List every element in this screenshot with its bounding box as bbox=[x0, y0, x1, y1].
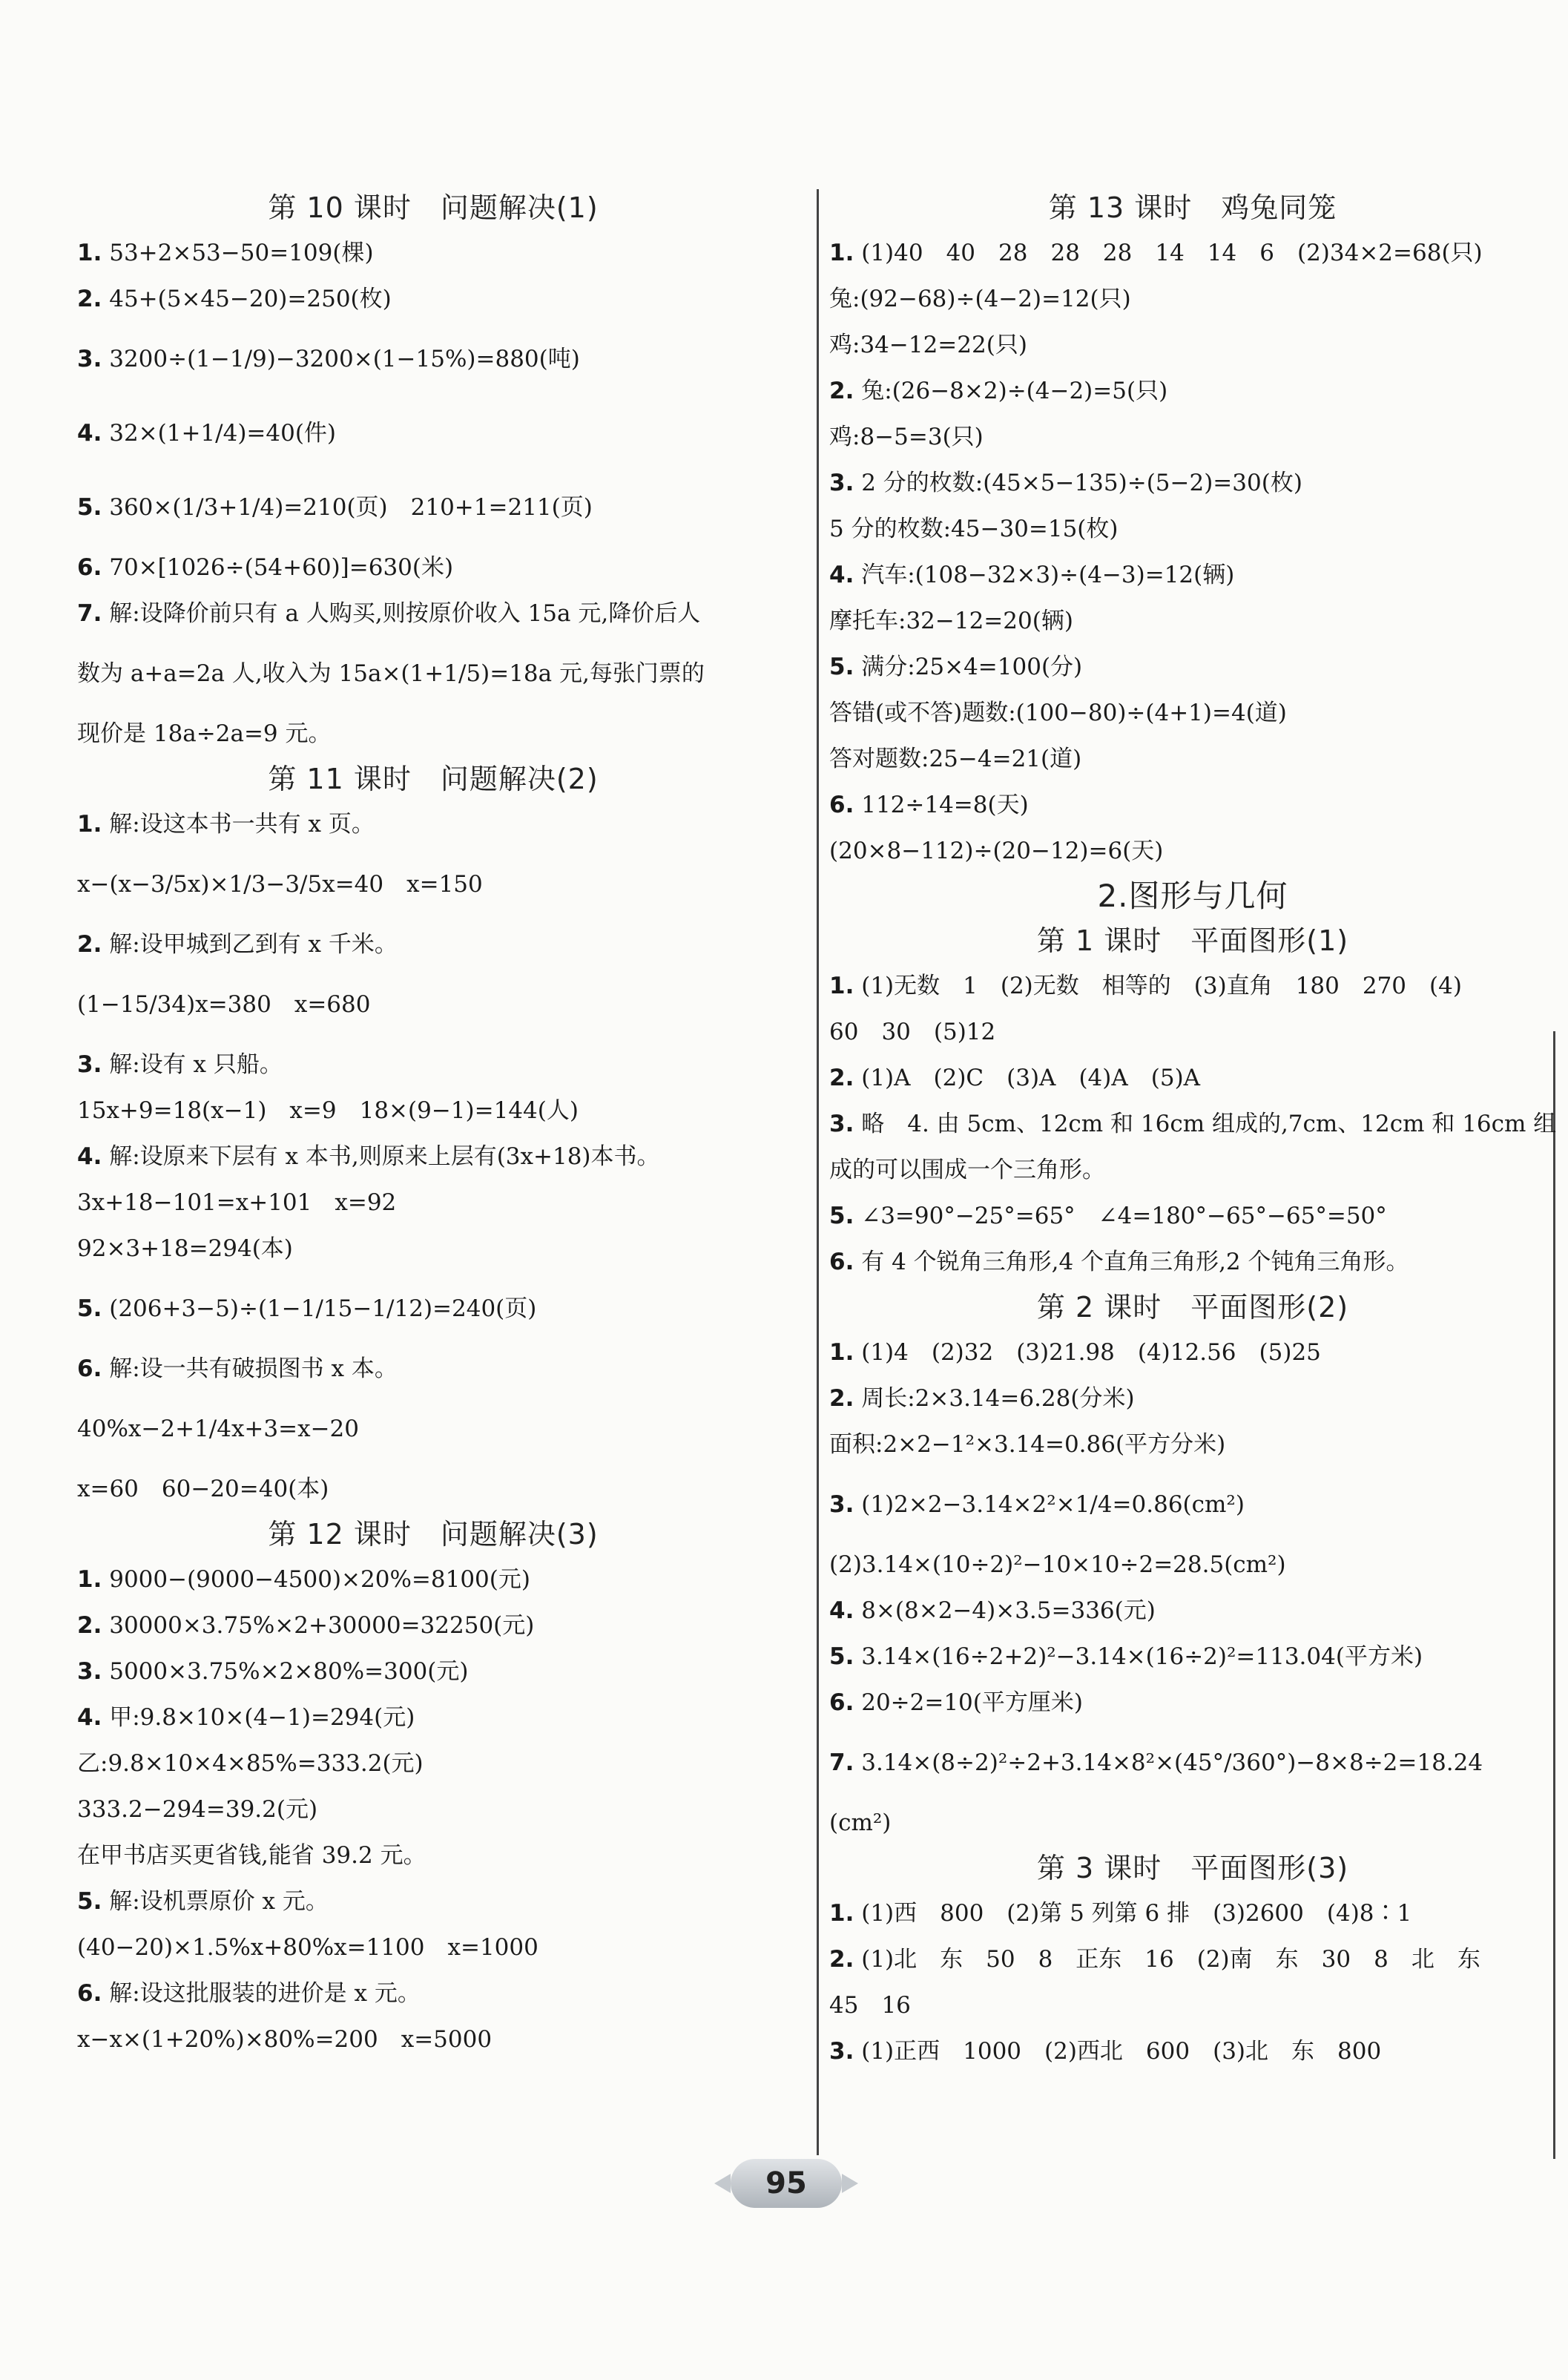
answer-text: 360×(1/3+1/4)=210(页) 210+1=211(页) bbox=[109, 494, 593, 521]
answer-text: x−x×(1+20%)×80%=200 x=5000 bbox=[77, 2026, 493, 2053]
answer-line bbox=[829, 828, 1556, 874]
answer-line bbox=[77, 591, 789, 637]
question-number: 3. bbox=[77, 1051, 102, 1078]
answer-text: 20÷2=10(平方厘米) bbox=[861, 1689, 1083, 1716]
answer-line bbox=[829, 690, 1556, 736]
question-number: 6. bbox=[829, 1689, 854, 1716]
answer-text: 成的可以围成一个三角形。 bbox=[829, 1157, 1105, 1183]
section-heading: 第 11 课时 问题解决(2) bbox=[268, 763, 599, 795]
question-number: 2. bbox=[77, 286, 102, 312]
answer-text: 解:设机票原价 x 元。 bbox=[109, 1888, 329, 1915]
answer-text: (1)北 东 50 8 正东 16 (2)南 东 30 8 北 东 bbox=[861, 1946, 1480, 1973]
question-number: 1. bbox=[77, 240, 102, 266]
answer-text: 解:设有 x 只船。 bbox=[109, 1051, 283, 1078]
question-number: 3. bbox=[77, 1658, 102, 1685]
question-number: 5. bbox=[77, 1888, 102, 1915]
answer-text: 32×(1+1/4)=40(件) bbox=[109, 420, 337, 447]
answer-line bbox=[77, 847, 789, 921]
answer-line bbox=[77, 1556, 789, 1602]
question-number: 7. bbox=[77, 600, 102, 627]
question-number: 6. bbox=[77, 554, 102, 581]
answer-line bbox=[829, 322, 1556, 368]
answer-line bbox=[829, 782, 1556, 828]
question-number: 3. bbox=[829, 1111, 854, 1137]
answer-line bbox=[77, 1346, 789, 1392]
answer-text: 鸡:8−5=3(只) bbox=[829, 424, 984, 450]
answer-text: 兔:(92−68)÷(4−2)=12(只) bbox=[829, 286, 1131, 312]
answer-line bbox=[77, 637, 789, 711]
answer-text: 答对题数:25−4=21(道) bbox=[829, 746, 1082, 772]
answer-text: 解:设降价前只有 a 人购买,则按原价收入 15a 元,降价后人 bbox=[109, 600, 701, 627]
answer-text: 有 4 个锐角三角形,4 个直角三角形,2 个钝角三角形。 bbox=[861, 1249, 1409, 1275]
question-number: 6. bbox=[77, 1355, 102, 1382]
answer-text: 摩托车:32−12=20(辆) bbox=[829, 608, 1073, 634]
answer-line bbox=[829, 1588, 1556, 1634]
question-number: 5. bbox=[829, 1203, 854, 1229]
answer-line bbox=[77, 1272, 789, 1346]
answer-text: 92×3+18=294(本) bbox=[77, 1235, 293, 1262]
answer-line bbox=[77, 1466, 789, 1512]
question-number: 1. bbox=[829, 240, 854, 266]
answer-line bbox=[77, 801, 789, 847]
answer-line bbox=[829, 2028, 1556, 2074]
answer-line bbox=[77, 1042, 789, 1088]
answer-line bbox=[829, 963, 1556, 1009]
section-heading: 第 1 课时 平面图形(1) bbox=[1036, 924, 1349, 957]
section-heading: 第 13 课时 鸡兔同笼 bbox=[1048, 191, 1337, 224]
answer-line bbox=[829, 1193, 1556, 1239]
answer-line bbox=[77, 921, 789, 967]
answer-text: 周长:2×3.14=6.28(分米) bbox=[861, 1385, 1135, 1412]
answer-line bbox=[77, 1226, 789, 1272]
answer-text: (1)2×2−3.14×2²×1/4=0.86(cm²) bbox=[861, 1491, 1245, 1518]
page-number: 95 bbox=[731, 2159, 842, 2208]
question-number: 1. bbox=[829, 1900, 854, 1927]
answer-text: 解:设甲城到乙到有 x 千米。 bbox=[109, 931, 398, 958]
question-number: 2. bbox=[77, 931, 102, 958]
answer-line bbox=[77, 1134, 789, 1180]
answer-text: (40−20)×1.5%x+80%x=1100 x=1000 bbox=[77, 1934, 538, 1961]
answer-text: 3.14×(8÷2)²÷2+3.14×8²×(45°/360°)−8×8÷2=18.24 bbox=[861, 1749, 1483, 1776]
question-number: 3. bbox=[77, 346, 102, 372]
question-number: 6. bbox=[77, 1980, 102, 2007]
question-number: 1. bbox=[77, 811, 102, 838]
answer-line bbox=[829, 368, 1556, 414]
answer-line bbox=[829, 1055, 1556, 1101]
answer-text: 8×(8×2−4)×3.5=336(元) bbox=[861, 1597, 1156, 1624]
answer-text: 解:设一共有破损图书 x 本。 bbox=[109, 1355, 398, 1382]
answer-text: 鸡:34−12=22(只) bbox=[829, 332, 1027, 358]
answer-line bbox=[829, 276, 1556, 322]
answer-text: 兔:(26−8×2)÷(4−2)=5(只) bbox=[861, 378, 1168, 404]
question-number: 3. bbox=[829, 1491, 854, 1518]
answer-text: 现价是 18a÷2a=9 元。 bbox=[77, 720, 332, 747]
answer-line bbox=[829, 460, 1556, 506]
answer-line bbox=[77, 1878, 789, 1924]
answer-line bbox=[77, 322, 789, 396]
answer-line bbox=[77, 1392, 789, 1466]
answer-line bbox=[77, 545, 789, 591]
answer-line bbox=[829, 552, 1556, 598]
answer-line bbox=[829, 230, 1556, 276]
answer-text: 乙:9.8×10×4×85%=333.2(元) bbox=[77, 1750, 424, 1777]
answer-line bbox=[829, 1421, 1556, 1467]
question-number: 1. bbox=[77, 1566, 102, 1593]
answer-line bbox=[77, 1740, 789, 1786]
answer-text: 数为 a+a=2a 人,收入为 15a×(1+1/5)=18a 元,每张门票的 bbox=[77, 660, 705, 687]
answer-line bbox=[77, 276, 789, 322]
answer-text: 70×[1026÷(54+60)]=630(米) bbox=[109, 554, 454, 581]
answer-line bbox=[829, 506, 1556, 552]
answer-text: 略 4. 由 5cm、12cm 和 16cm 组成的,7cm、12cm 和 16cm 组 bbox=[861, 1111, 1557, 1137]
section-heading: 第 10 课时 问题解决(1) bbox=[268, 191, 599, 224]
question-number: 6. bbox=[829, 792, 854, 818]
answer-text: x=60 60−20=40(本) bbox=[77, 1476, 329, 1502]
answer-text: (cm²) bbox=[829, 1809, 892, 1836]
answer-text: (1)西 800 (2)第 5 列第 6 排 (3)2600 (4)8∶1 bbox=[861, 1900, 1412, 1927]
answer-line bbox=[829, 1467, 1556, 1542]
left-column bbox=[77, 185, 789, 2062]
answer-line bbox=[77, 1832, 789, 1878]
question-number: 4. bbox=[829, 562, 854, 588]
answer-text: (1−15/34)x=380 x=680 bbox=[77, 991, 371, 1018]
answer-line bbox=[829, 1239, 1556, 1285]
answer-line bbox=[77, 1694, 789, 1740]
right-column bbox=[829, 185, 1556, 2074]
question-number: 1. bbox=[829, 1339, 854, 1366]
answer-text: 在甲书店买更省钱,能省 39.2 元。 bbox=[77, 1842, 426, 1869]
question-number: 5. bbox=[77, 494, 102, 521]
answer-line bbox=[829, 1147, 1556, 1193]
answer-line bbox=[829, 1936, 1556, 1982]
answer-line bbox=[77, 1088, 789, 1134]
answer-text: 53+2×53−50=109(棵) bbox=[109, 240, 374, 266]
answer-line bbox=[77, 1786, 789, 1832]
question-number: 4. bbox=[77, 420, 102, 447]
answer-text: ∠3=90°−25°=65° ∠4=180°−65°−65°=50° bbox=[861, 1203, 1387, 1229]
answer-line bbox=[77, 711, 789, 757]
answer-text: (20×8−112)÷(20−12)=6(天) bbox=[829, 838, 1164, 864]
answer-text: 30000×3.75%×2+30000=32250(元) bbox=[109, 1612, 535, 1639]
question-number: 3. bbox=[829, 2038, 854, 2065]
question-number: 5. bbox=[829, 654, 854, 680]
question-number: 4. bbox=[829, 1597, 854, 1624]
answer-text: 9000−(9000−4500)×20%=8100(元) bbox=[109, 1566, 530, 1593]
answer-line bbox=[829, 1101, 1556, 1147]
answer-text: (2)3.14×(10÷2)²−10×10÷2=28.5(cm²) bbox=[829, 1551, 1286, 1578]
answer-text: 40%x−2+1/4x+3=x−20 bbox=[77, 1416, 360, 1442]
question-number: 4. bbox=[77, 1704, 102, 1731]
answer-text: 甲:9.8×10×(4−1)=294(元) bbox=[109, 1704, 415, 1731]
question-number: 2. bbox=[829, 1065, 854, 1091]
answer-line bbox=[829, 414, 1556, 460]
answer-line bbox=[829, 1800, 1556, 1846]
question-number: 2. bbox=[829, 1385, 854, 1412]
answer-text: 333.2−294=39.2(元) bbox=[77, 1796, 318, 1823]
answer-text: 面积:2×2−1²×3.14=0.86(平方分米) bbox=[829, 1431, 1226, 1458]
section-heading: 2.图形与几何 bbox=[1097, 878, 1288, 914]
column-divider bbox=[817, 189, 819, 2155]
answer-text: 15x+9=18(x−1) x=9 18×(9−1)=144(人) bbox=[77, 1097, 579, 1124]
question-number: 2. bbox=[77, 1612, 102, 1639]
answer-line bbox=[77, 967, 789, 1042]
answer-text: x−(x−3/5x)×1/3−3/5x=40 x=150 bbox=[77, 871, 483, 898]
answer-text: (1)正西 1000 (2)西北 600 (3)北 东 800 bbox=[861, 2038, 1382, 2065]
answer-text: 5000×3.75%×2×80%=300(元) bbox=[109, 1658, 469, 1685]
answer-line bbox=[829, 644, 1556, 690]
answer-line bbox=[829, 1329, 1556, 1375]
answer-line bbox=[77, 230, 789, 276]
answer-text: (1)A (2)C (3)A (4)A (5)A bbox=[861, 1065, 1201, 1091]
answer-text: 3.14×(16÷2+2)²−3.14×(16÷2)²=113.04(平方米) bbox=[861, 1643, 1423, 1670]
answer-text: 答错(或不答)题数:(100−80)÷(4+1)=4(道) bbox=[829, 700, 1287, 726]
answer-text: 5 分的枚数:45−30=15(枚) bbox=[829, 516, 1119, 542]
answer-text: (1)4 (2)32 (3)21.98 (4)12.56 (5)25 bbox=[861, 1339, 1321, 1366]
answer-text: (206+3−5)÷(1−1/15−1/12)=240(页) bbox=[109, 1295, 537, 1322]
question-number: 4. bbox=[77, 1143, 102, 1170]
answer-text: 2 分的枚数:(45×5−135)÷(5−2)=30(枚) bbox=[861, 470, 1302, 496]
answer-text: 汽车:(108−32×3)÷(4−3)=12(辆) bbox=[861, 562, 1235, 588]
answer-line bbox=[77, 470, 789, 545]
answer-line bbox=[77, 1924, 789, 1970]
question-number: 2. bbox=[829, 1946, 854, 1973]
answer-text: 45+(5×45−20)=250(枚) bbox=[109, 286, 392, 312]
answer-line bbox=[829, 1542, 1556, 1588]
answer-line bbox=[829, 1982, 1556, 2028]
answer-text: 满分:25×4=100(分) bbox=[861, 654, 1083, 680]
answer-line bbox=[829, 1009, 1556, 1055]
answer-line bbox=[829, 598, 1556, 644]
answer-line bbox=[77, 1180, 789, 1226]
answer-text: 3200÷(1−1/9)−3200×(1−15%)=880(吨) bbox=[109, 346, 580, 372]
answer-line bbox=[829, 1680, 1556, 1726]
section-heading: 第 2 课时 平面图形(2) bbox=[1036, 1291, 1349, 1324]
section-heading: 第 12 课时 问题解决(3) bbox=[268, 1518, 599, 1551]
answer-text: 60 30 (5)12 bbox=[829, 1019, 996, 1045]
question-number: 5. bbox=[77, 1295, 102, 1322]
answer-text: (1)无数 1 (2)无数 相等的 (3)直角 180 270 (4) bbox=[861, 973, 1462, 999]
answer-text: 解:设这批服装的进价是 x 元。 bbox=[109, 1980, 421, 2007]
answer-text: 45 16 bbox=[829, 1992, 911, 2019]
answer-line bbox=[77, 1970, 789, 2016]
answer-text: 3x+18−101=x+101 x=92 bbox=[77, 1189, 397, 1216]
answer-text: 112÷14=8(天) bbox=[861, 792, 1029, 818]
answer-line bbox=[829, 736, 1556, 782]
answer-line bbox=[829, 1726, 1556, 1800]
answer-line bbox=[77, 396, 789, 470]
answer-text: 解:设原来下层有 x 本书,则原来上层有(3x+18)本书。 bbox=[109, 1143, 660, 1170]
question-number: 2. bbox=[829, 378, 854, 404]
question-number: 3. bbox=[829, 470, 854, 496]
answer-line bbox=[77, 1648, 789, 1694]
question-number: 6. bbox=[829, 1249, 854, 1275]
question-number: 7. bbox=[829, 1749, 854, 1776]
answer-text: (1)40 40 28 28 28 14 14 6 (2)34×2=68(只) bbox=[861, 240, 1483, 266]
section-heading: 第 3 课时 平面图形(3) bbox=[1036, 1852, 1349, 1884]
answer-line bbox=[829, 1890, 1556, 1936]
answer-line bbox=[77, 1602, 789, 1648]
question-number: 1. bbox=[829, 973, 854, 999]
answer-line bbox=[77, 2016, 789, 2062]
answer-line bbox=[829, 1634, 1556, 1680]
answer-line bbox=[829, 1375, 1556, 1421]
question-number: 5. bbox=[829, 1643, 854, 1670]
answer-text: 解:设这本书一共有 x 页。 bbox=[109, 811, 375, 838]
